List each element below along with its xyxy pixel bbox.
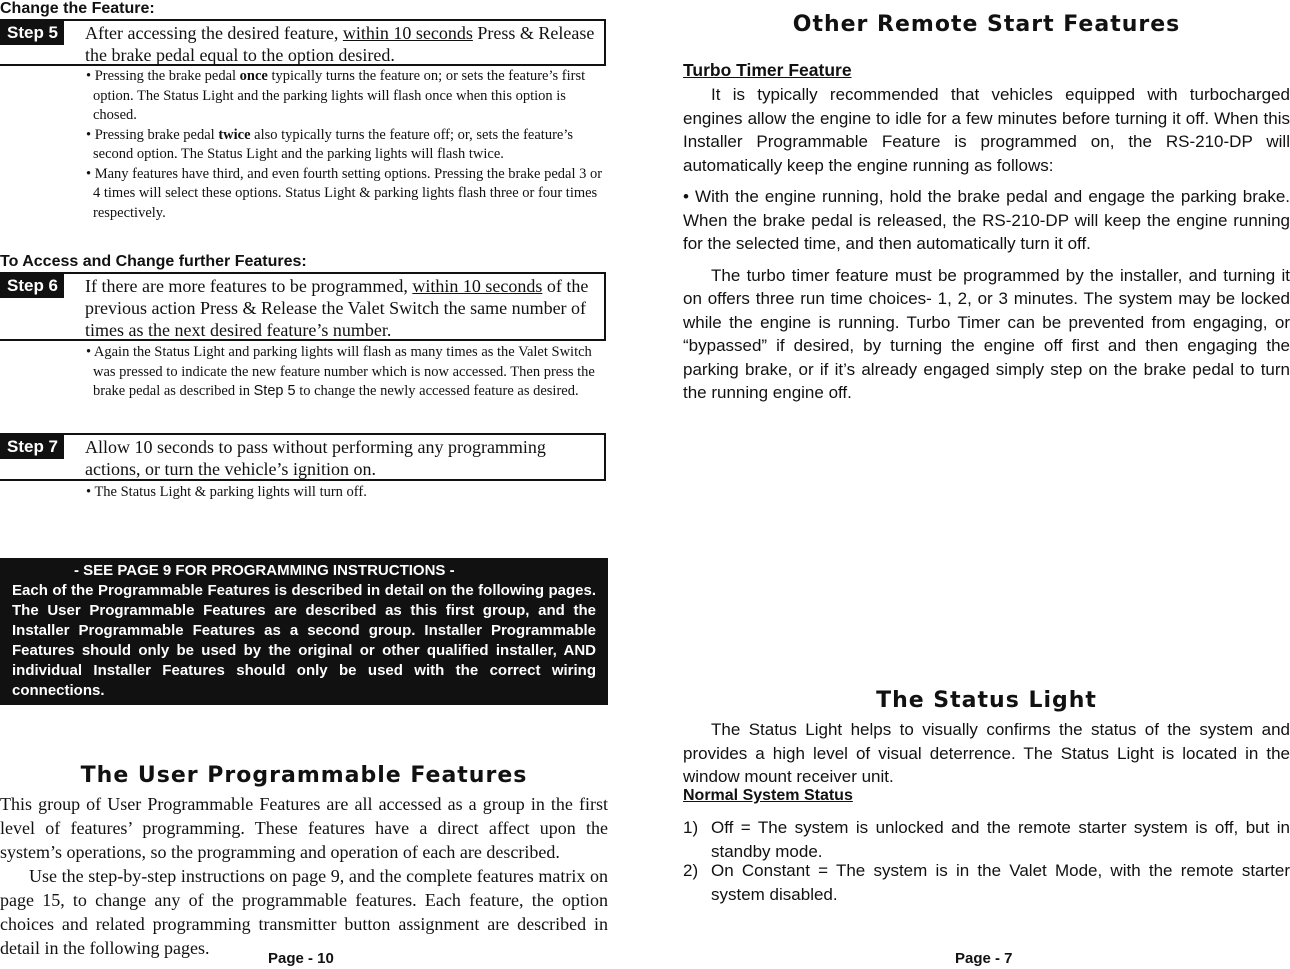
remote-start-title: Other Remote Start Features (792, 12, 1181, 37)
right-page (683, 0, 1290, 969)
turbo-bullet: • With the engine running, hold the brake pedal and engage the parking brake. When the brake pedal is released, the RS-210-DP will keep the engine running for the selected time, and then automatically turn it off. (683, 187, 1290, 253)
status-light-body (683, 718, 1290, 789)
step-6-label: Step 6 (0, 274, 64, 298)
step-6-box (0, 272, 606, 341)
step-7-bullets (86, 483, 608, 503)
bullet-more-options: • Many features have third, and even fourth setting options. Pressing the brake pedal 3 or 4 times will select these options. Status Light & parking lights flash three or four times respectively. (86, 165, 603, 221)
bullet-valet-flash: • Again the Status Light and parking lights will flash as many times as the Valet Switch was pressed to indicate the new feature number which is now accessed. Then press the brake pedal as described in Step 5 to change the newly accessed feature as desired. (86, 344, 595, 399)
page-number-right: Page - 7 (955, 950, 1013, 967)
step-5-bullets (86, 67, 608, 223)
user-features-para-1: This group of User Programmable Features are all accessed as a group in the first level of features’ programming. These features have a direct affect upon the system’s operations, so the programming and operation of each are described. (0, 794, 608, 862)
turbo-para-2: The turbo timer feature must be programmed by the installer, and turning it on offers three run time choices- 1, 2, or 3 minutes. The system may be locked while the engine is running. Turbo Timer can be prevented from engaging, or “bypassed” if desired, by turning the engine off first and then engaging the parking brake, or if it’s already engaged simply step on the brake pedal to turn the running engine off. (683, 265, 1290, 402)
turbo-para-1: It is typically recommended that vehicles equipped with turbocharged engines allow the engine to idle for a few minutes before turning it off. When this Installer Programmable Feature is programmed on, the RS-210-DP will automatically keep the engine running as follows: (683, 85, 1290, 175)
page-number-left: Page - 10 (268, 950, 334, 967)
user-features-para-2: Use the step-by-step instructions on page 9, and the complete features matrix on page 15, to change any of the programmable features. Each feature, the option choices and related programming transmitter button assignment are described in detail in the following pages. (0, 866, 608, 958)
step-5-box (0, 19, 606, 66)
step-6-text: If there are more features to be programmed, within 10 seconds of the previous action Press & Release the Valet Switch the same number of times as the next desired feature’s number. (85, 276, 589, 340)
access-features-heading: To Access and Change further Features: (0, 253, 307, 270)
status-light-title: The Status Light (876, 688, 1097, 713)
status-item: 2) On Constant = The system is in the Valet Mode, with the remote starter system disabled. (683, 861, 1290, 904)
bullet-lights-off: • The Status Light & parking lights will turn off. (86, 484, 367, 500)
step-7-label: Step 7 (0, 435, 64, 459)
bullet-twice: • Pressing brake pedal twice also typically turns the feature off; or, sets the feature’s second option. The Status Light and the parking lights will flash twice. (86, 126, 574, 162)
step-7-box (0, 433, 606, 481)
step-7-text: Allow 10 seconds to pass without performing any programming actions, or turn the vehicle’s ignition on. (85, 437, 546, 479)
turbo-timer-heading: Turbo Timer Feature (683, 60, 852, 80)
step-6-bullets (86, 343, 608, 402)
step-5-text: After accessing the desired feature, within 10 seconds Press & Release the brake pedal equal to the option desired. (85, 23, 595, 65)
status-item: 1) Off = The system is unlocked and the remote starter system is off, but in standby mode. (683, 818, 1290, 861)
status-list (683, 816, 1290, 906)
turbo-timer-body (683, 83, 1290, 405)
programming-notice-box (0, 558, 608, 705)
bullet-once: • Pressing the brake pedal once typically turns the feature on; or sets the feature’s first option. The Status Light and the parking lights will flash once when this option is chosed. (86, 68, 586, 123)
normal-status-heading: Normal System Status (683, 787, 853, 804)
notice-text: Each of the Programmable Features is described in detail on the following pages. The User Programmable Features are described as this first group, and the Installer Programmable Features as a second group. Installer Programmable Features should only be used by the original or other qualified installer, AND individual Installer Features should only be used with the correct wiring connections. (12, 582, 596, 699)
notice-heading: - SEE PAGE 9 FOR PROGRAMMING INSTRUCTIONS - (74, 562, 455, 579)
user-features-body (0, 792, 608, 960)
step-5-label: Step 5 (0, 21, 64, 45)
status-light-para: The Status Light helps to visually confirms the status of the system and provides a high level of visual deterrence. The Status Light is located in the window mount receiver unit. (683, 720, 1290, 786)
user-features-title: The User Programmable Features (80, 763, 528, 788)
change-feature-heading: Change the Feature: (0, 0, 155, 17)
left-page (0, 0, 608, 969)
